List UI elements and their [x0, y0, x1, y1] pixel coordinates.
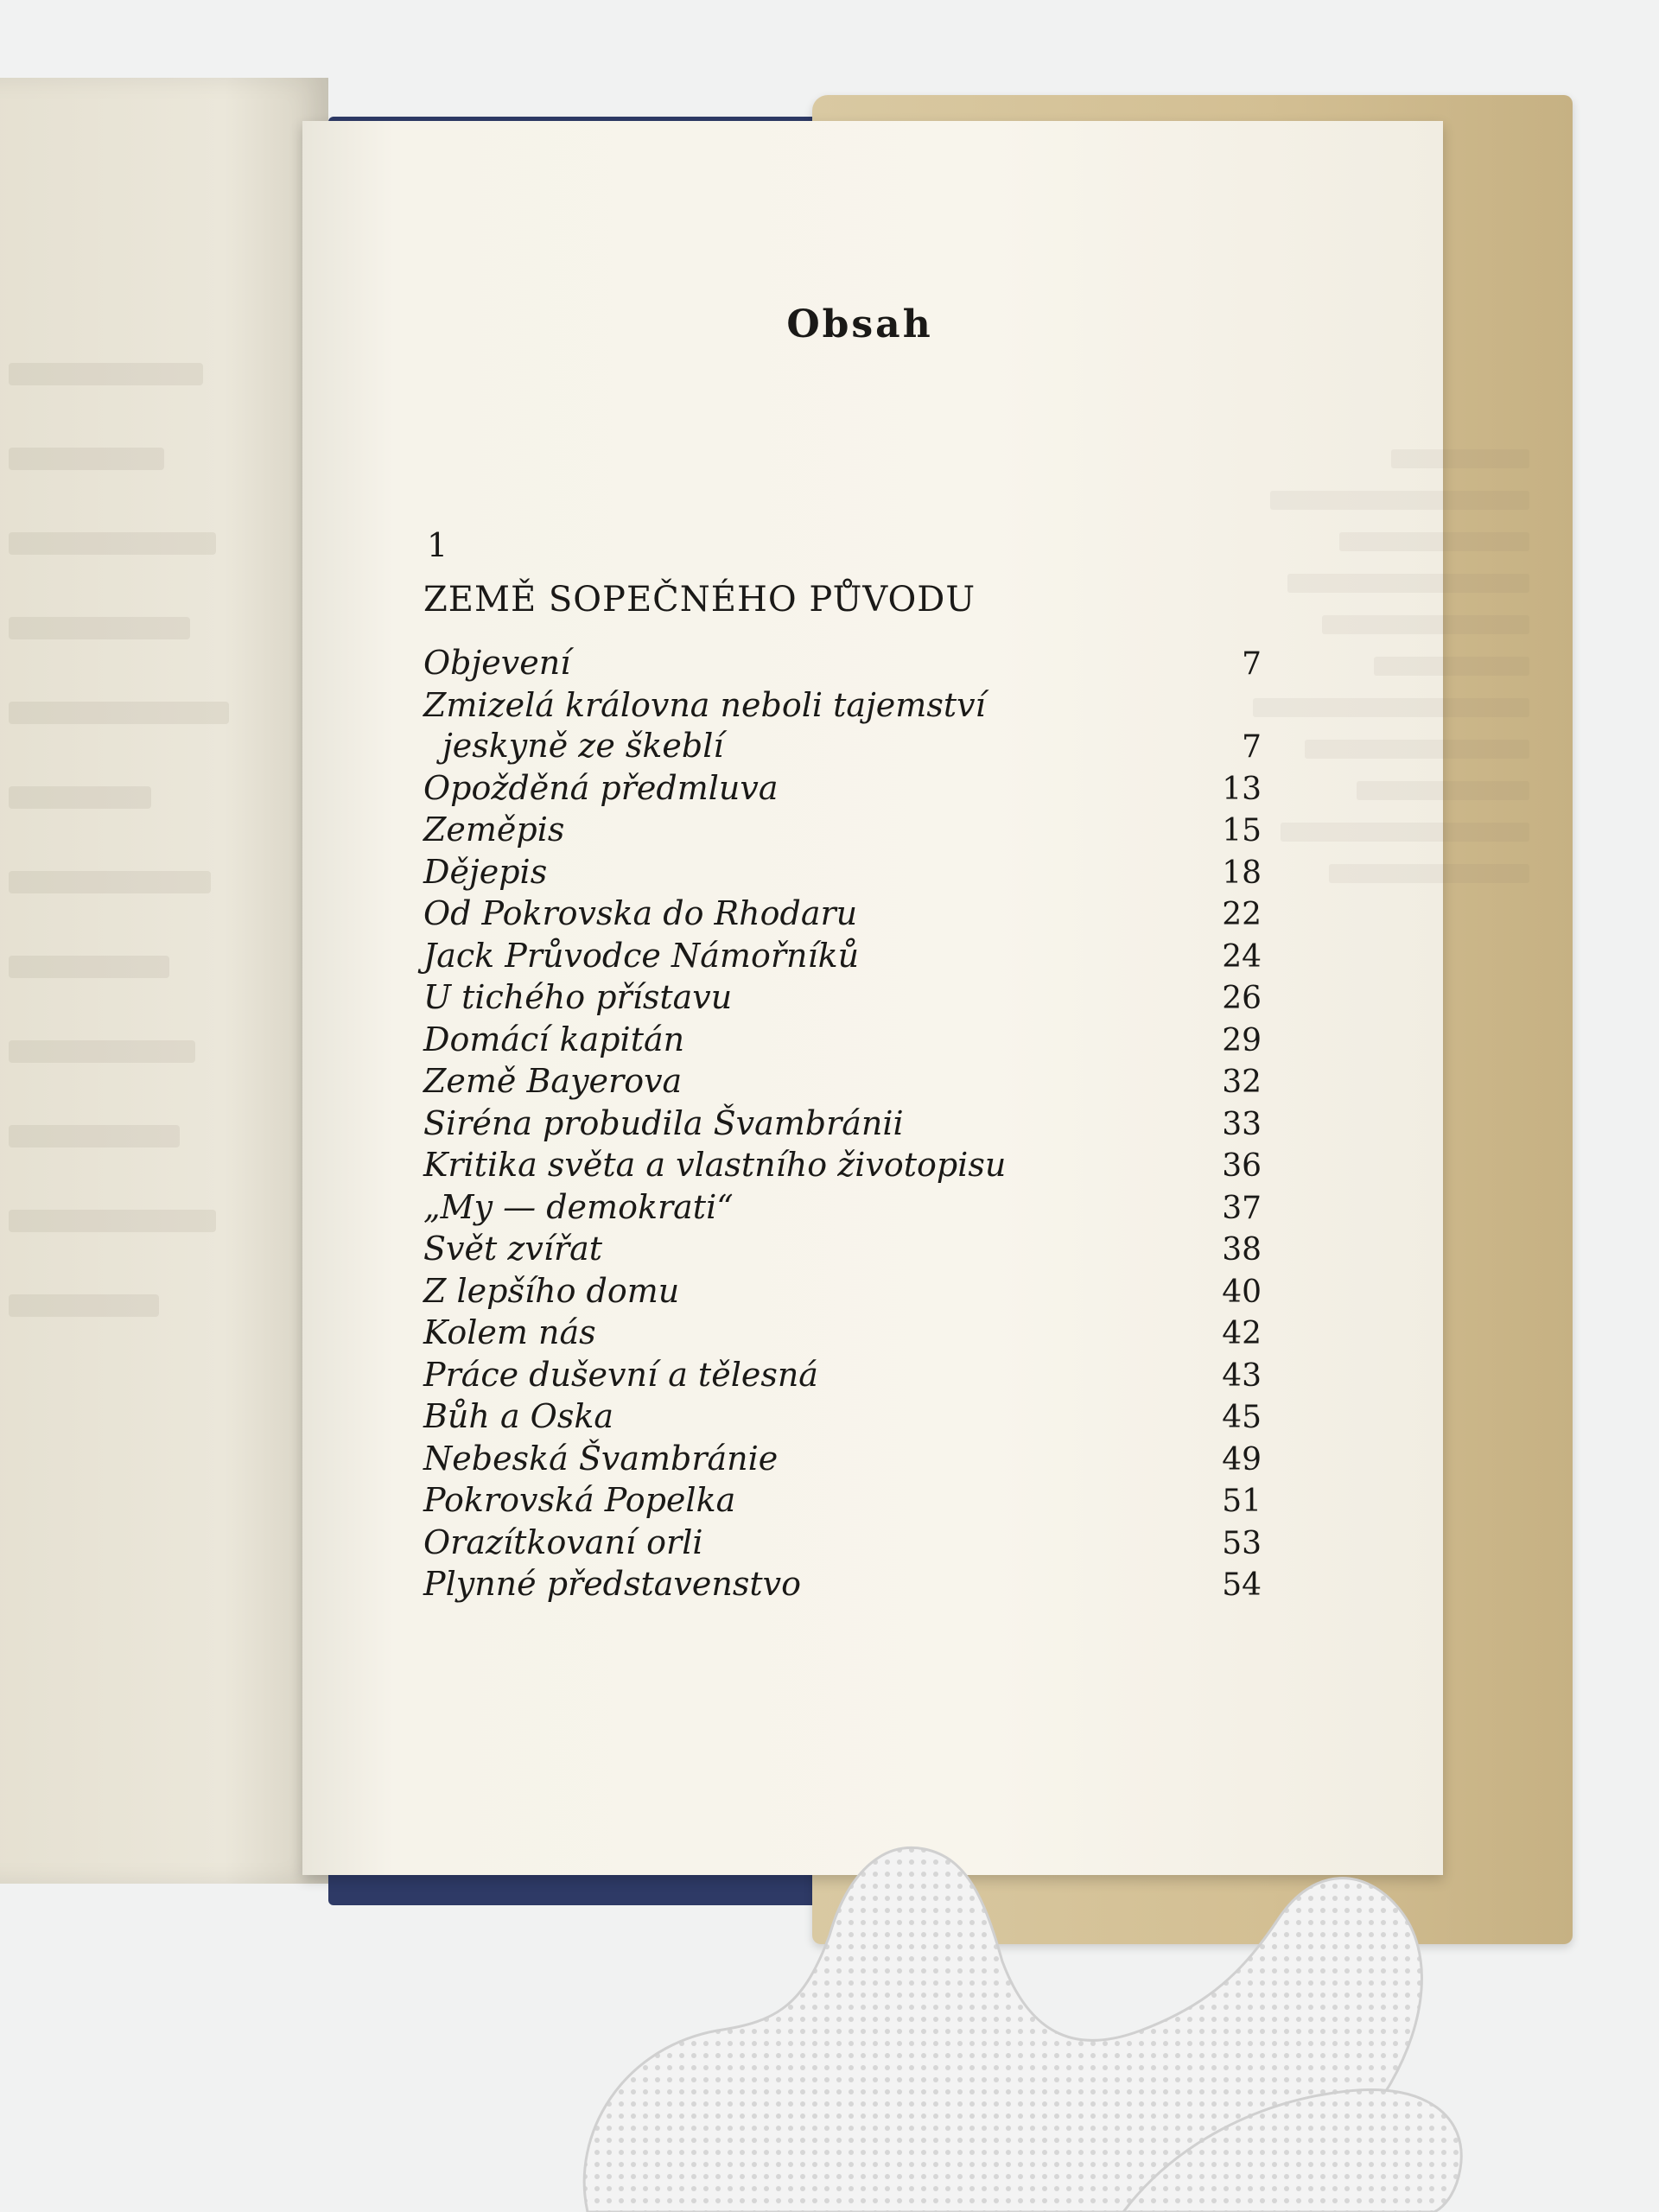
contents-entry	[423, 1229, 1262, 1271]
contents-entry	[423, 1187, 1262, 1230]
entry-page: 18	[1222, 855, 1262, 891]
entry-page: 45	[1222, 1400, 1262, 1435]
white-glove	[518, 1771, 1659, 2212]
entry-title: jeskyně ze škeblí	[442, 727, 724, 765]
entry-page: 22	[1222, 897, 1262, 932]
entry-title: Domácí kapitán	[423, 1020, 685, 1058]
entry-title: Země Bayerova	[423, 1062, 683, 1100]
entry-title: Dějepis	[423, 852, 548, 891]
entry-title: Zmizelá královna neboli tajemství	[423, 685, 986, 724]
contents-entry	[423, 726, 1262, 768]
part-number: 1	[427, 526, 448, 564]
bleed-through-text	[9, 363, 268, 1379]
contents-entry	[423, 977, 1262, 1020]
contents-entry	[423, 1061, 1262, 1103]
contents-entry	[423, 1480, 1262, 1522]
table-of-contents	[423, 302, 1262, 1606]
entry-title: Pokrovská Popelka	[423, 1481, 736, 1519]
entry-title: Opožděná předmluva	[423, 768, 779, 807]
entry-page: 54	[1222, 1567, 1262, 1603]
contents-entry	[423, 1271, 1262, 1313]
entry-title: Od Pokrovska do Rhodaru	[423, 894, 858, 932]
entry-page: 40	[1222, 1274, 1262, 1310]
entry-title: Z lepšího domu	[423, 1271, 680, 1310]
entry-page: 33	[1222, 1106, 1262, 1142]
contents-list	[423, 643, 1262, 1606]
contents-entry	[423, 893, 1262, 936]
entry-title: Bůh a Oska	[423, 1397, 614, 1435]
left-page	[0, 78, 328, 1884]
entry-title: Jack Průvodce Námořníků	[423, 936, 860, 975]
entry-page: 7	[1242, 729, 1262, 765]
entry-title: Orazítkovaní orli	[423, 1522, 703, 1561]
contents-entry	[423, 685, 1262, 727]
entry-title: Práce duševní a tělesná	[423, 1355, 818, 1394]
entry-page: 49	[1222, 1441, 1262, 1478]
entry-title: Svět zvířat	[423, 1230, 603, 1268]
contents-entry	[423, 1396, 1262, 1439]
entry-title: Siréna probudila Švambránii	[423, 1103, 904, 1142]
contents-entry	[423, 1103, 1262, 1146]
entry-title: „My — demokrati“	[423, 1187, 734, 1226]
contents-entry	[423, 1439, 1262, 1481]
contents-entry	[423, 1313, 1262, 1355]
entry-title: Kolem nás	[423, 1313, 596, 1351]
contents-entry	[423, 810, 1262, 852]
contents-entry	[423, 852, 1262, 894]
entry-title: Nebeská Švambránie	[423, 1439, 779, 1478]
contents-entry	[423, 768, 1262, 810]
contents-entry	[423, 1522, 1262, 1565]
entry-page: 32	[1222, 1065, 1262, 1100]
contents-entry	[423, 1355, 1262, 1397]
entry-page: 29	[1222, 1022, 1262, 1058]
entry-page: 36	[1222, 1148, 1262, 1184]
part-title: ZEMĚ SOPEČNÉHO PŮVODU	[423, 580, 976, 620]
entry-page: 26	[1222, 981, 1262, 1016]
contents-entry	[423, 1145, 1262, 1187]
entry-title: Plynné představenstvo	[423, 1565, 801, 1603]
contents-entry	[423, 1564, 1262, 1606]
entry-page: 15	[1222, 813, 1262, 849]
contents-entry	[423, 1020, 1262, 1062]
entry-page: 42	[1222, 1316, 1262, 1351]
contents-entry	[423, 643, 1262, 685]
entry-title: Kritika světa a vlastního životopisu	[423, 1146, 1007, 1184]
entry-title: U tichého přístavu	[423, 978, 733, 1016]
entry-page: 38	[1222, 1232, 1262, 1268]
entry-title: Objevení	[423, 644, 571, 682]
contents-entry	[423, 936, 1262, 978]
contents-heading: Obsah	[786, 302, 933, 346]
entry-page: 24	[1222, 938, 1262, 975]
entry-page: 51	[1222, 1484, 1262, 1519]
entry-page: 13	[1222, 771, 1262, 807]
entry-title: Zeměpis	[423, 810, 565, 849]
entry-page: 43	[1222, 1357, 1262, 1394]
entry-page: 37	[1222, 1190, 1262, 1226]
entry-page: 53	[1222, 1525, 1262, 1561]
entry-page: 7	[1242, 646, 1262, 682]
